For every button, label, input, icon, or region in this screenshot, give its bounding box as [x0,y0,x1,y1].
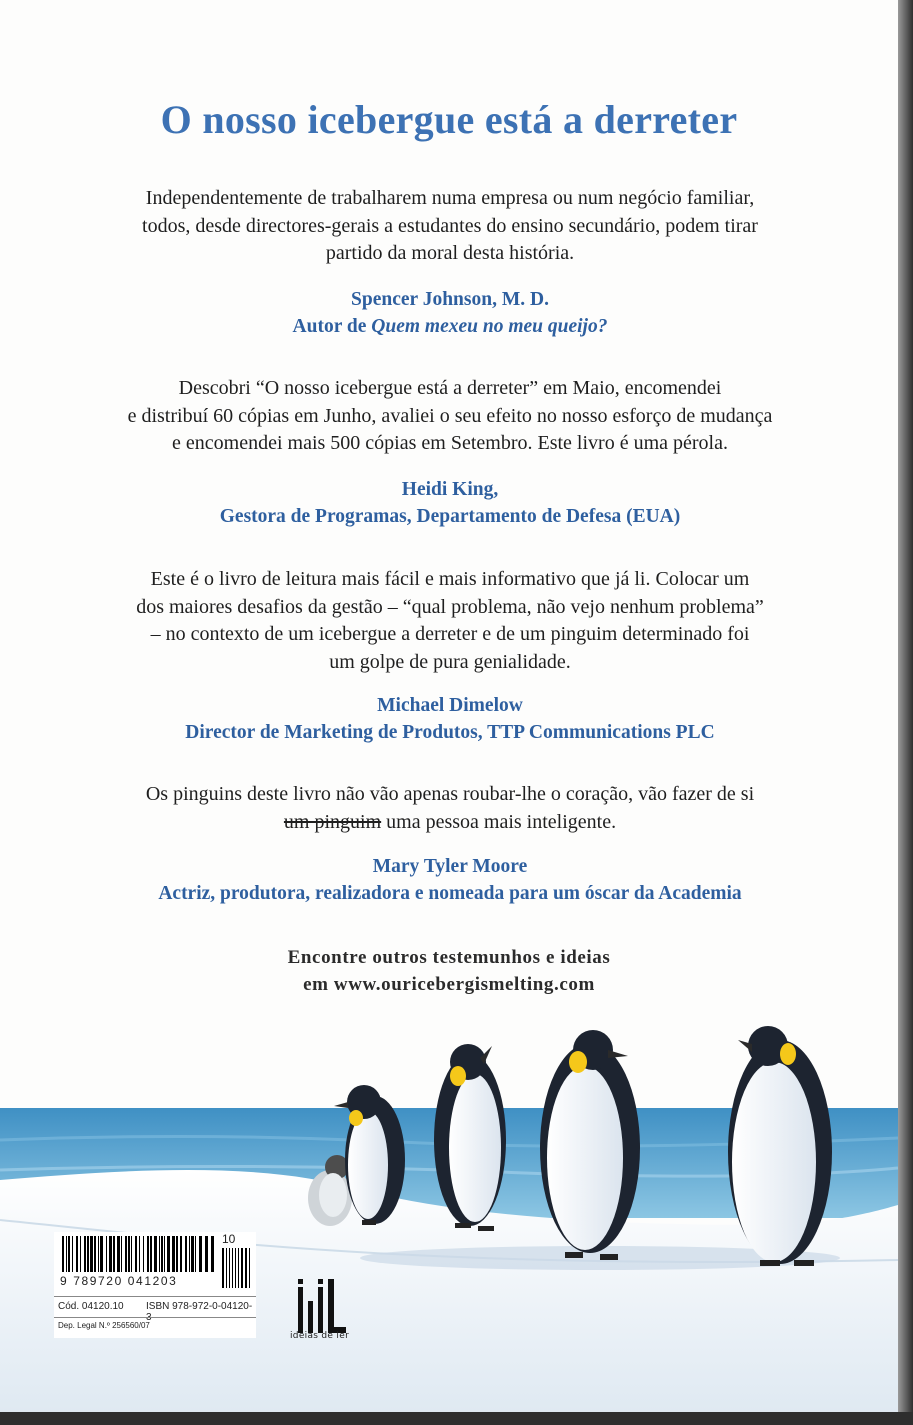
testimonial-quote-2 [60,375,840,458]
barcode-bar [94,1236,96,1272]
barcode-bar [131,1236,132,1272]
barcode-bar [180,1236,182,1272]
barcode-bar [199,1236,202,1272]
barcode-bar [100,1236,103,1272]
barcode-bar [150,1236,152,1272]
testimonial-quote-1 [60,185,840,268]
barcode-bar [109,1236,112,1272]
quote-line-rest: uma pessoa mais inteligente. [381,810,617,833]
barcode-bar [98,1236,99,1272]
testimonial-quote-3 [60,566,840,676]
barcode-bar [147,1236,149,1272]
testimonial-quote-4 [60,781,840,836]
book-reference: Quem mexeu no meu queijo? [371,316,608,337]
role-prefix: Autor de [292,316,372,337]
author-name: Mary Tyler Moore [372,856,528,877]
barcode-addon: 10 [222,1232,236,1246]
barcode-bar [154,1236,157,1272]
barcode-addon-bar [229,1248,230,1288]
barcode-addon-bar [249,1248,250,1288]
barcode-bar [84,1236,86,1272]
barcode-bar [195,1236,196,1272]
barcode-bar [211,1236,214,1272]
quote-line: todos, desde directores-gerais a estudantes do ensino secundário, podem tirar [142,214,758,237]
barcode-bar [106,1236,107,1272]
author-name: Heidi King, [401,479,499,500]
testimonial-attribution-3 [40,692,860,746]
barcode-bar [164,1236,165,1272]
barcode-bar [66,1236,67,1272]
barcode-bar [161,1236,163,1272]
barcode-bar [159,1236,160,1272]
barcode-bar [87,1236,89,1272]
page-edge-shadow [898,0,913,1425]
quote-line: dos maiores desafios da gestão – “qual problema, não vejo nenhum problema” [136,595,764,618]
author-role: Actriz, produtora, realizadora e nomeada para um óscar da Academia [158,883,742,904]
author-role: Gestora de Programas, Departamento de Defesa (EUA) [219,506,681,527]
author-role: Director de Marketing de Produtos, TTP Communications PLC [185,722,715,743]
testimonial-attribution-1 [40,286,860,340]
barcode-bar [191,1236,194,1272]
struck-text: um pinguim [283,810,382,833]
barcode-addon-bar [245,1248,247,1288]
barcode-bar [172,1236,175,1272]
testimonial-attribution-2 [40,476,860,530]
barcode-addon-bar [238,1248,239,1288]
barcode-bar [128,1236,130,1272]
barcode-addon-bar [235,1248,236,1288]
quote-line: um golpe de pura genialidade. [329,650,571,673]
barcode-bar [72,1236,73,1272]
quote-line: – no contexto de um icebergue a derreter e de um pinguim determinado foi [150,623,750,645]
website-note-line-1: Encontre outros testemunhos e ideias [287,947,611,968]
barcode-bar [76,1236,78,1272]
barcode-bar [121,1236,122,1272]
barcode-bar [68,1236,70,1272]
quote-line: Este é o livro de leitura mais fácil e mais informativo que já li. Colocar um [150,568,750,590]
author-name: Spencer Johnson, M. D. [351,289,549,310]
website-note [0,944,898,998]
barcode-bar [62,1236,64,1272]
page-bottom-shadow [0,1412,913,1425]
barcode-addon-bar [241,1248,243,1288]
quote-line: e distribuí 60 cópias em Junho, avaliei o seu efeito no nosso esforço de mudança [127,404,773,427]
barcode-digits: 9 789720 041203 [60,1274,178,1288]
penguin-illustration [0,1020,898,1412]
quote-line: Os pinguins deste livro não vão apenas roubar-lhe o coração, vão fazer de si [145,783,755,805]
barcode-bar [189,1236,190,1272]
barcode-addon-bar [222,1248,224,1288]
product-code: Cód. 04120.10 [58,1301,124,1312]
publisher-name: ideias de ler [290,1331,350,1341]
barcode-addon-bar [226,1248,227,1288]
barcode-bar [143,1236,144,1272]
quote-line: Independentemente de trabalharem numa empresa ou num negócio familiar, [145,187,755,209]
barcode-bar [125,1236,127,1272]
barcode-bar [176,1236,178,1272]
barcode-bar [117,1236,120,1272]
barcode-addon-bar [232,1248,233,1288]
barcode-bar [113,1236,115,1272]
author-name: Michael Dimelow [377,695,523,716]
barcode-bar [205,1236,208,1272]
quote-line [60,809,840,837]
barcode-bar [135,1236,137,1272]
quote-line: Descobri “O nosso icebergue está a derreter” em Maio, encomendei [178,377,722,399]
author-role [40,313,860,340]
quote-line: partido da moral desta história. [325,242,575,264]
barcode-bar [139,1236,140,1272]
website-url: em www.ouricebergismelting.com [303,974,595,995]
barcode-bar [80,1236,81,1272]
legal-deposit: Dep. Legal N.º 256560/07 [58,1321,150,1330]
quote-line: e encomendei mais 500 cópias em Setembro. Este livro é uma pérola. [172,432,728,454]
barcode-bar [185,1236,187,1272]
isbn: ISBN 978-972-0-04120- [146,1301,253,1312]
testimonial-attribution-4 [40,853,860,907]
book-title: O nosso icebergue está a derreter [160,97,738,142]
barcode-bar [90,1236,93,1272]
barcode-label [54,1232,256,1338]
barcode-bar [167,1236,170,1272]
